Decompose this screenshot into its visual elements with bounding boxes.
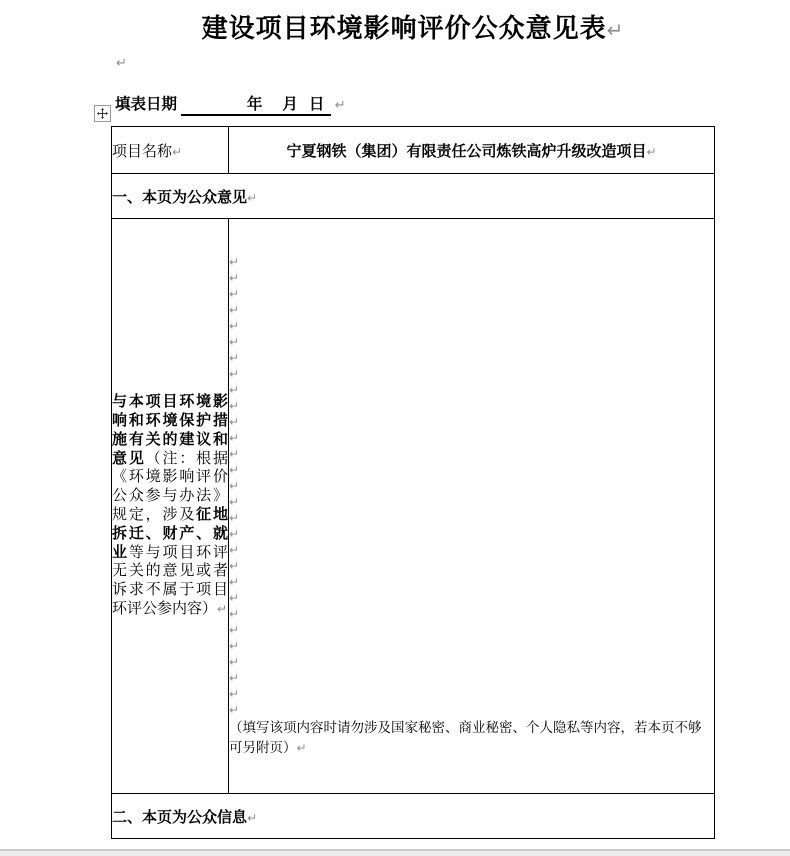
empty-line[interactable] xyxy=(229,686,714,702)
paragraph-mark-icon: ↵ xyxy=(229,351,240,365)
empty-line[interactable] xyxy=(229,414,714,430)
empty-line[interactable] xyxy=(229,334,714,350)
empty-line[interactable] xyxy=(229,446,714,462)
project-name-row xyxy=(112,127,715,174)
empty-line[interactable] xyxy=(229,494,714,510)
empty-line[interactable] xyxy=(229,670,714,686)
empty-line[interactable] xyxy=(229,318,714,334)
confidentiality-note xyxy=(229,718,714,758)
project-name-label: 项目名称 xyxy=(112,143,173,160)
project-name-value-cell[interactable] xyxy=(229,127,715,174)
paragraph-mark-icon: ↵ xyxy=(229,367,240,381)
month-label: 月 xyxy=(282,96,298,113)
section1-heading-cell[interactable] xyxy=(112,174,715,219)
paragraph-mark-icon: ↵ xyxy=(229,463,240,477)
empty-line[interactable] xyxy=(229,350,714,366)
paragraph-mark-icon: ↵ xyxy=(229,575,240,589)
empty-line[interactable] xyxy=(229,286,714,302)
opinion-row xyxy=(112,219,715,794)
empty-line[interactable] xyxy=(229,270,714,286)
opinion-label-text: 与本项目环境影响和环境保护措施有关的建议和意见（注：根据《环境影响评价公众参与办法》规定，涉及征地拆迁、财产、就业等与项目环评无关的意见或者诉求不属于项目环评公参内容） xyxy=(112,394,228,617)
paragraph-mark-icon: ↵ xyxy=(229,639,240,653)
section1-heading: 一、本页为公众意见 xyxy=(112,189,248,206)
paragraph-mark-icon: ↵ xyxy=(229,287,240,301)
empty-line[interactable] xyxy=(229,654,714,670)
paragraph-mark-icon: ↵ xyxy=(229,687,240,701)
fill-date-blank-underline[interactable] xyxy=(181,94,331,116)
confidentiality-note-text: （填写该项内容时请勿涉及国家秘密、商业秘密、个人隐私等内容，若本页不够可另附页） xyxy=(229,720,702,755)
empty-line[interactable] xyxy=(229,526,714,542)
section2-heading-cell[interactable] xyxy=(112,794,715,839)
empty-line[interactable] xyxy=(229,366,714,382)
empty-line[interactable] xyxy=(229,254,714,270)
table-move-handle-icon[interactable] xyxy=(94,105,111,122)
page-title[interactable] xyxy=(111,12,714,46)
section1-row xyxy=(112,174,715,219)
empty-line[interactable] xyxy=(229,478,714,494)
paragraph-mark-icon: ↵ xyxy=(217,601,228,616)
paragraph-mark-icon: ↵ xyxy=(229,559,240,573)
paragraph-mark-icon: ↵ xyxy=(229,415,240,429)
four-way-arrow-icon xyxy=(97,108,108,119)
paragraph-mark-icon: ↵ xyxy=(247,190,258,205)
empty-line[interactable] xyxy=(229,302,714,318)
paragraph-mark-icon: ↵ xyxy=(229,495,240,509)
section2-row xyxy=(112,794,715,839)
paragraph-mark-icon: ↵ xyxy=(229,319,240,333)
empty-line[interactable] xyxy=(229,574,714,590)
public-opinion-form-table xyxy=(111,126,715,839)
empty-paragraph[interactable] xyxy=(116,56,127,71)
paragraph-mark-icon: ↵ xyxy=(229,271,240,285)
page-title-text: 建设项目环境影响评价公众意见表 xyxy=(201,13,607,43)
paragraph-mark-icon: ↵ xyxy=(229,607,240,621)
empty-line[interactable] xyxy=(229,606,714,622)
paragraph-mark-icon: ↵ xyxy=(247,810,258,825)
day-label: 日 xyxy=(308,96,325,113)
paragraph-mark-icon: ↵ xyxy=(229,671,240,685)
project-name-label-cell[interactable] xyxy=(112,127,229,174)
empty-line[interactable] xyxy=(229,558,714,574)
paragraph-mark-icon: ↵ xyxy=(229,623,240,637)
empty-line[interactable] xyxy=(229,702,714,718)
paragraph-mark-icon: ↵ xyxy=(606,18,624,42)
paragraph-mark-icon: ↵ xyxy=(229,703,240,717)
empty-line[interactable] xyxy=(229,398,714,414)
paragraph-mark-icon: ↵ xyxy=(229,655,240,669)
page-bottom-edge xyxy=(0,849,790,856)
paragraph-mark-icon: ↵ xyxy=(334,98,346,113)
empty-line[interactable] xyxy=(229,542,714,558)
empty-line[interactable] xyxy=(229,638,714,654)
empty-line[interactable] xyxy=(229,510,714,526)
empty-line[interactable] xyxy=(229,462,714,478)
empty-line[interactable] xyxy=(229,622,714,638)
paragraph-mark-icon: ↵ xyxy=(229,255,240,269)
paragraph-mark-icon: ↵ xyxy=(646,144,657,159)
paragraph-mark-icon: ↵ xyxy=(229,447,240,461)
paragraph-mark-icon: ↵ xyxy=(229,399,240,413)
empty-opinion-lines[interactable] xyxy=(229,254,714,718)
paragraph-mark-icon: ↵ xyxy=(229,543,240,557)
paragraph-mark-icon: ↵ xyxy=(229,527,240,541)
empty-line[interactable] xyxy=(229,590,714,606)
paragraph-mark-icon: ↵ xyxy=(229,383,240,397)
fill-date-line[interactable] xyxy=(115,94,346,116)
paragraph-mark-icon: ↵ xyxy=(229,431,240,445)
paragraph-mark-icon: ↵ xyxy=(229,591,240,605)
fill-date-label: 填表日期 xyxy=(115,96,178,113)
paragraph-mark-icon: ↵ xyxy=(229,335,240,349)
empty-line[interactable] xyxy=(229,430,714,446)
project-name-value: 宁夏钢铁（集团）有限责任公司炼铁高炉升级改造项目 xyxy=(286,143,647,160)
paragraph-mark-icon: ↵ xyxy=(229,511,240,525)
year-label: 年 xyxy=(246,96,263,113)
opinion-content-cell[interactable] xyxy=(229,219,715,794)
paragraph-mark-icon: ↵ xyxy=(229,479,240,493)
paragraph-mark-icon: ↵ xyxy=(172,144,183,159)
paragraph-mark-icon: ↵ xyxy=(296,741,307,755)
opinion-label-cell[interactable] xyxy=(112,219,229,794)
section2-heading: 二、本页为公众信息 xyxy=(112,809,248,826)
paragraph-mark-icon: ↵ xyxy=(116,56,127,71)
empty-line[interactable] xyxy=(229,382,714,398)
paragraph-mark-icon: ↵ xyxy=(229,303,240,317)
